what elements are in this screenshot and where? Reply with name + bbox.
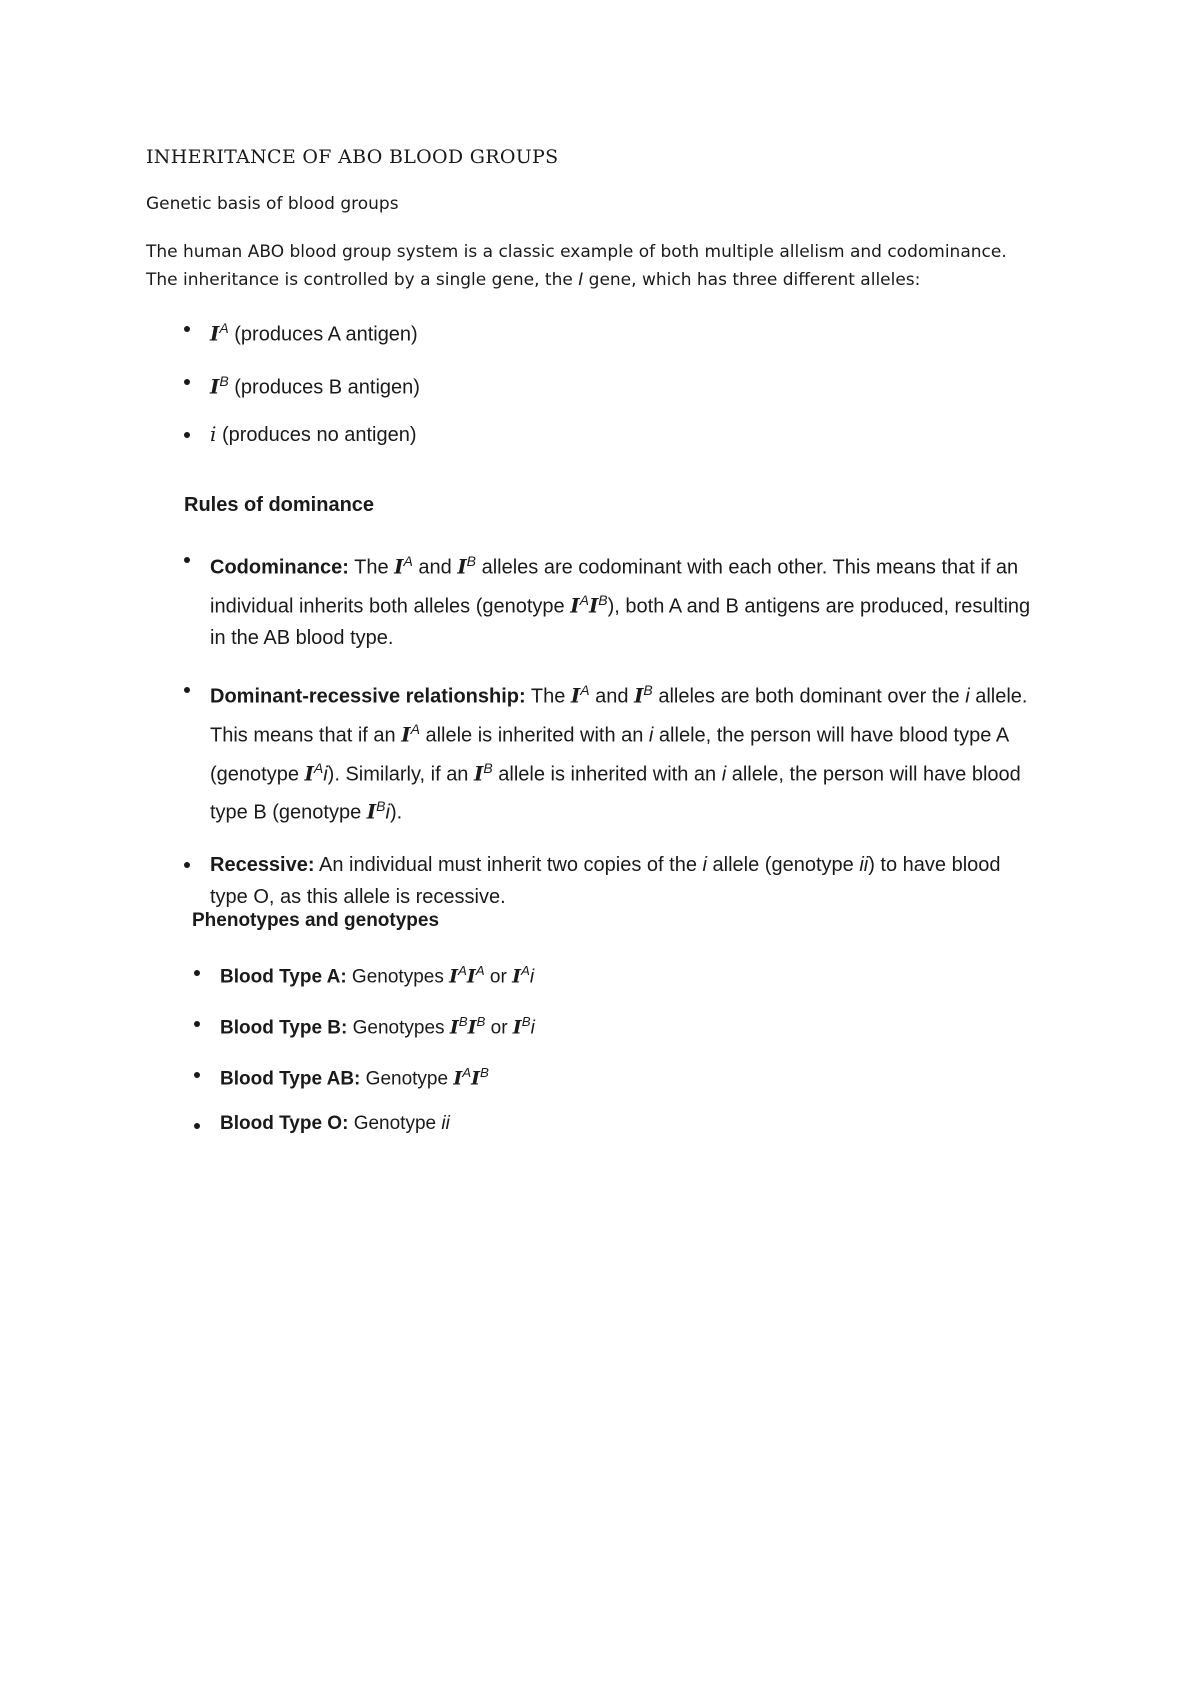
list-item — [184, 367, 420, 420]
allele-superscript: A — [475, 963, 485, 978]
list-item — [184, 420, 420, 473]
list-item — [194, 1060, 535, 1111]
rule-text: An individual must inherit two copies of the — [314, 854, 703, 877]
allele-symbol: I — [304, 761, 314, 786]
phenotype-list — [194, 958, 535, 1162]
allele-superscript: B — [376, 798, 386, 815]
allele-superscript: B — [476, 1014, 486, 1029]
list-item — [194, 1111, 535, 1162]
allele-list — [184, 314, 420, 473]
rule-text: ). — [389, 802, 403, 825]
allele-symbol: i — [529, 966, 535, 988]
allele-symbol: I — [474, 761, 484, 786]
allele-symbol: I — [453, 1067, 463, 1090]
allele-symbol: i — [385, 802, 390, 825]
allele-symbol: I — [467, 1016, 477, 1039]
rule-text: and — [589, 686, 635, 709]
allele-description: (produces B antigen) — [228, 376, 420, 399]
rules-list — [184, 545, 1034, 933]
allele-symbol: I — [366, 800, 377, 825]
allele-symbol: i — [863, 854, 869, 877]
allele-symbol: i — [210, 422, 217, 446]
rule-text: allele. This means that if an — [210, 686, 1028, 747]
rule-text: alleles are both dominant over the — [652, 686, 966, 709]
allele-symbol: I — [512, 1016, 522, 1039]
allele-superscript: B — [219, 373, 229, 389]
document-title: INHERITANCE OF ABO BLOOD GROUPS — [146, 146, 559, 168]
phenotypes-heading: Phenotypes and genotypes — [192, 910, 440, 931]
rule-lead: Dominant-recessive relationship: — [210, 686, 526, 709]
phenotype-label: Blood Type B: — [220, 1017, 348, 1039]
rule-text: allele, the person will have blood type A (genotype — [210, 724, 1009, 786]
allele-symbol: i — [323, 763, 328, 786]
phenotype-label: Blood Type O: — [220, 1113, 349, 1134]
rule-lead: Recessive: — [210, 854, 315, 877]
allele-symbol: I — [512, 965, 521, 988]
rule-text: The — [525, 686, 571, 709]
allele-symbol: I — [394, 554, 404, 579]
allele-symbol: i — [441, 1113, 446, 1134]
gene-symbol: I — [578, 270, 584, 290]
list-item — [194, 958, 535, 1009]
allele-superscript: B — [598, 591, 608, 608]
rule-lead: Codominance: — [210, 556, 349, 579]
allele-superscript: A — [579, 591, 589, 608]
allele-symbol: I — [570, 593, 580, 618]
rule-text: allele is inherited with an — [419, 724, 649, 747]
phenotype-or: or — [485, 1017, 513, 1039]
allele-symbol: i — [702, 854, 707, 877]
allele-superscript: A — [462, 1065, 472, 1080]
rule-text: ). Similarly, if an — [327, 763, 474, 786]
allele-symbol: i — [530, 1017, 535, 1039]
allele-description: (produces no antigen) — [216, 424, 417, 446]
allele-superscript: B — [466, 553, 477, 569]
intro-paragraph — [146, 238, 1106, 294]
rule-text: alleles are codominant with each other. This means that if an individual inherits both alleles (genotype — [210, 556, 1019, 618]
phenotype-text: Genotype — [360, 1068, 454, 1090]
allele-superscript: A — [403, 553, 413, 569]
allele-superscript: B — [480, 1065, 489, 1080]
allele-superscript: A — [313, 759, 324, 776]
rule-recessive — [184, 849, 1034, 913]
rule-codominance — [184, 545, 1034, 654]
rule-dominant-recessive — [184, 674, 1034, 829]
phenotype-label: Blood Type AB: — [220, 1068, 361, 1090]
allele-symbol: I — [634, 684, 644, 709]
allele-symbol: I — [401, 722, 411, 747]
allele-symbol: I — [588, 593, 599, 618]
rule-text: allele, the person will have blood type B (genotype — [210, 763, 1021, 825]
rule-text: ) to have blood type O, as this allele is recessive. — [210, 854, 1001, 909]
phenotype-text: Genotypes — [346, 966, 450, 988]
list-item — [184, 314, 420, 367]
intro-line-1: The human ABO blood group system is a classic example of both multiple allelism and codominance. — [146, 242, 1007, 262]
allele-superscript: A — [580, 682, 590, 699]
phenotype-or: or — [484, 966, 513, 988]
allele-superscript: A — [219, 320, 229, 336]
allele-superscript: A — [458, 963, 467, 978]
allele-symbol: I — [449, 1016, 459, 1039]
rule-text: ), both A and B antigens are produced, resulting in the AB blood type. — [210, 595, 1031, 650]
allele-superscript: B — [458, 1014, 468, 1029]
allele-superscript: A — [410, 721, 420, 738]
rule-text: and — [412, 556, 458, 579]
section-subtitle: Genetic basis of blood groups — [146, 194, 399, 214]
allele-symbol: I — [449, 965, 458, 988]
allele-superscript: B — [643, 682, 653, 699]
allele-symbol: i — [721, 763, 727, 786]
allele-superscript: A — [520, 963, 530, 978]
allele-symbol: I — [466, 965, 476, 988]
intro-line-2-post: gene, which has three different alleles: — [583, 270, 921, 290]
rule-text: The — [348, 556, 395, 579]
intro-line-2-pre: The inheritance is controlled by a single gene, the — [146, 270, 579, 290]
allele-symbol: i — [445, 1113, 450, 1134]
rule-text: allele is inherited with an — [492, 763, 722, 786]
allele-symbol: I — [210, 374, 220, 399]
allele-symbol: I — [471, 1067, 480, 1090]
phenotype-text: Genotypes — [347, 1017, 450, 1039]
phenotype-label: Blood Type A: — [220, 966, 347, 988]
allele-superscript: B — [483, 759, 493, 776]
allele-symbol: I — [570, 684, 581, 709]
allele-symbol: i — [859, 854, 864, 877]
allele-symbol: i — [648, 724, 654, 747]
rules-heading: Rules of dominance — [184, 494, 375, 516]
allele-symbol: I — [210, 321, 220, 346]
allele-symbol: i — [965, 686, 970, 709]
allele-symbol: I — [457, 554, 467, 579]
list-item — [194, 1009, 535, 1060]
allele-superscript: B — [521, 1014, 531, 1029]
phenotype-text: Genotype — [348, 1113, 442, 1134]
rule-text: allele (genotype — [706, 854, 860, 877]
allele-description: (produces A antigen) — [228, 323, 418, 346]
